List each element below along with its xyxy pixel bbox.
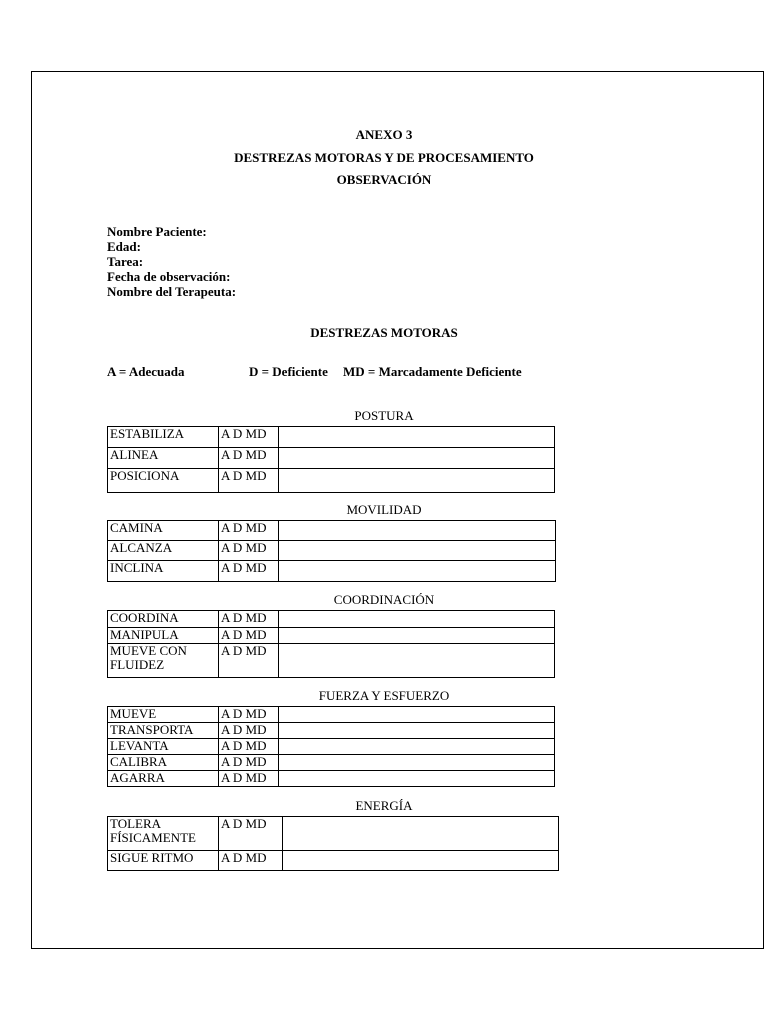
document-subtitle: OBSERVACIÓN xyxy=(336,172,432,187)
table-energia xyxy=(107,816,559,871)
motor-skills-title: DESTREZAS MOTORAS xyxy=(310,325,458,340)
observation-cell[interactable] xyxy=(279,755,555,771)
rating-options: A D MD xyxy=(219,644,279,678)
skill-item: MANIPULA xyxy=(108,628,219,644)
table-row xyxy=(108,628,555,644)
rating-options: A D MD xyxy=(219,739,279,755)
skill-item: MUEVE CON FLUIDEZ xyxy=(108,644,219,678)
table-row xyxy=(108,541,556,561)
skill-item: INCLINA xyxy=(108,561,219,582)
field-task: Tarea: xyxy=(107,254,144,269)
table-row xyxy=(108,561,556,582)
table-row xyxy=(108,817,559,851)
legend-adequate: A = Adecuada xyxy=(107,364,185,379)
rating-options: A D MD xyxy=(219,448,279,469)
rating-options: A D MD xyxy=(219,628,279,644)
section-title-fuerza: FUERZA Y ESFUERZO xyxy=(318,688,450,703)
observation-cell[interactable] xyxy=(283,851,559,871)
table-row xyxy=(108,611,555,628)
observation-cell[interactable] xyxy=(279,723,555,739)
skill-item: ALCANZA xyxy=(108,541,219,561)
section-title-energia: ENERGÍA xyxy=(355,798,413,813)
table-row xyxy=(108,723,555,739)
rating-options: A D MD xyxy=(219,561,279,582)
skill-item: AGARRA xyxy=(108,771,219,787)
skill-item: CAMINA xyxy=(108,521,219,541)
observation-cell[interactable] xyxy=(279,739,555,755)
observation-cell[interactable] xyxy=(279,611,555,628)
table-postura xyxy=(107,426,555,493)
rating-options: A D MD xyxy=(219,817,283,851)
skill-item: SIGUE RITMO xyxy=(108,851,219,871)
table-row xyxy=(108,448,555,469)
table-row xyxy=(108,644,555,678)
table-movilidad xyxy=(107,520,556,582)
rating-options: A D MD xyxy=(219,723,279,739)
rating-options: A D MD xyxy=(219,521,279,541)
rating-options: A D MD xyxy=(219,541,279,561)
rating-options: A D MD xyxy=(219,755,279,771)
observation-cell[interactable] xyxy=(279,521,556,541)
observation-cell[interactable] xyxy=(279,561,556,582)
skill-item: LEVANTA xyxy=(108,739,219,755)
table-row xyxy=(108,521,556,541)
field-observation-date: Fecha de observación: xyxy=(107,269,231,284)
observation-cell[interactable] xyxy=(279,448,555,469)
document-title: DESTREZAS MOTORAS Y DE PROCESAMIENTO xyxy=(234,150,534,165)
observation-cell[interactable] xyxy=(279,541,556,561)
table-row xyxy=(108,707,555,723)
section-title-coordinacion: COORDINACIÓN xyxy=(333,592,435,607)
skill-item: TOLERA FÍSICAMENTE xyxy=(108,817,219,851)
section-title-postura: POSTURA xyxy=(354,408,414,423)
annex-heading: ANEXO 3 xyxy=(355,127,413,142)
rating-options: A D MD xyxy=(219,611,279,628)
observation-cell[interactable] xyxy=(283,817,559,851)
field-patient-name: Nombre Paciente: xyxy=(107,224,207,239)
rating-options: A D MD xyxy=(219,851,283,871)
skill-item: CALIBRA xyxy=(108,755,219,771)
patient-info-fields xyxy=(107,224,236,299)
table-row xyxy=(108,851,559,871)
legend-deficient: D = Deficiente xyxy=(249,364,328,379)
skill-item: POSICIONA xyxy=(108,469,219,493)
observation-cell[interactable] xyxy=(279,771,555,787)
rating-options: A D MD xyxy=(219,427,279,448)
skill-item: TRANSPORTA xyxy=(108,723,219,739)
observation-cell[interactable] xyxy=(279,644,555,678)
table-row xyxy=(108,469,555,493)
table-row xyxy=(108,739,555,755)
table-row xyxy=(108,771,555,787)
table-coordinacion xyxy=(107,610,555,678)
legend-markedly-deficient: MD = Marcadamente Deficiente xyxy=(343,364,522,379)
observation-cell[interactable] xyxy=(279,469,555,493)
rating-options: A D MD xyxy=(219,771,279,787)
rating-options: A D MD xyxy=(219,707,279,723)
section-title-movilidad: MOVILIDAD xyxy=(346,502,422,517)
field-age: Edad: xyxy=(107,239,141,254)
observation-cell[interactable] xyxy=(279,707,555,723)
skill-item: ALINEA xyxy=(108,448,219,469)
field-therapist-name: Nombre del Terapeuta: xyxy=(107,284,237,299)
observation-cell[interactable] xyxy=(279,628,555,644)
skill-item: MUEVE xyxy=(108,707,219,723)
observation-cell[interactable] xyxy=(279,427,555,448)
table-row xyxy=(108,427,555,448)
skill-item: ESTABILIZA xyxy=(108,427,219,448)
table-fuerza xyxy=(107,706,555,787)
table-row xyxy=(108,755,555,771)
skill-item: COORDINA xyxy=(108,611,219,628)
rating-options: A D MD xyxy=(219,469,279,493)
